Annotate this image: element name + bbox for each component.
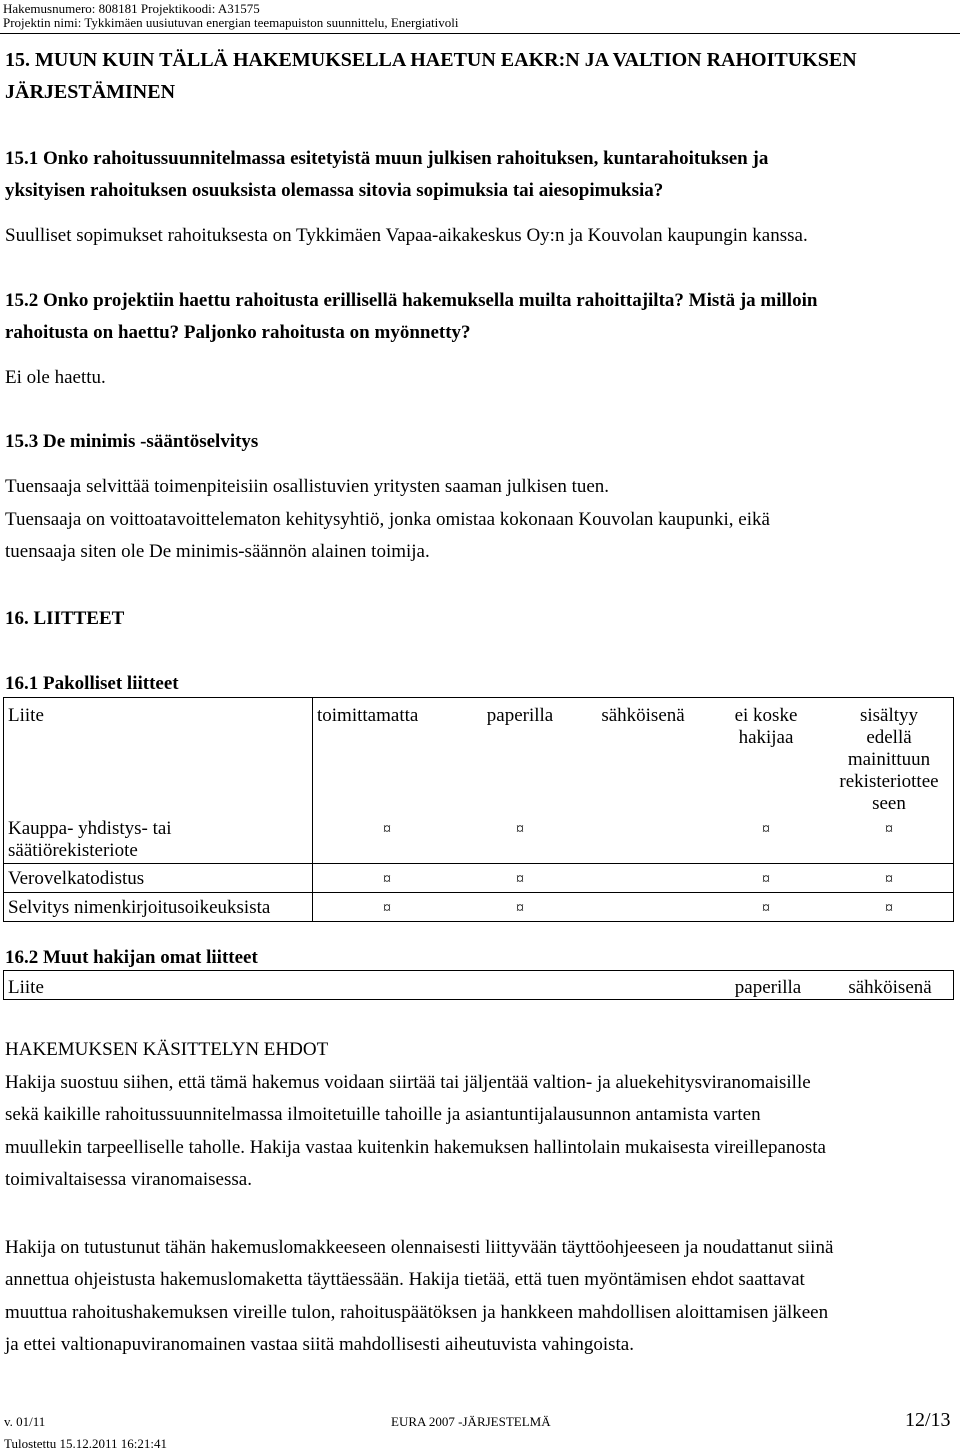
- checkbox-mark-icon: ¤: [885, 900, 893, 917]
- checkbox-mark-icon: ¤: [762, 900, 770, 917]
- col-header-included-l2: edellä: [866, 727, 912, 748]
- cell-not-applicable: [707, 816, 825, 864]
- section-15-title-line1: 15. MUUN KUIN TÄLLÄ HAKEMUKSELLA HAETUN EAKR:N JA VALTION RAHOITUKSEN: [5, 49, 857, 71]
- row-label-l1: Kauppa- yhdistys- tai: [8, 818, 172, 839]
- col-header-included: [825, 698, 954, 817]
- section-16-title: 16. LIITTEET: [5, 608, 125, 629]
- answer-15-1: Suulliset sopimukset rahoituksesta on Tykkimäen Vapaa-aikakeskus Oy:n ja Kouvolan kaupungin kanssa.: [5, 225, 808, 246]
- cell-electronic: [579, 816, 707, 864]
- checkbox-mark-icon: ¤: [516, 900, 524, 917]
- cell-not-delivered: [313, 816, 462, 864]
- col-header-included-l5: seen: [872, 793, 906, 814]
- other-attachments-table: [3, 970, 954, 1000]
- checkbox-mark-icon: ¤: [762, 821, 770, 838]
- cell-not-applicable: [707, 893, 825, 922]
- col-header-not-applicable-l1: ei koske: [734, 705, 798, 726]
- conditions-p1-line3: muullekin tarpeelliselle taholle. Hakija vastaa kuitenkin hakemuksen hallintolain mukaisesta vireillepanosta: [5, 1137, 826, 1158]
- row-label-l2: säätiörekisteriote: [8, 840, 138, 861]
- checkbox-mark-icon: ¤: [383, 900, 391, 917]
- cell-included: [825, 816, 954, 864]
- header-application-number: Hakemusnumero: 808181 Projektikoodi: A31575: [3, 1, 260, 16]
- conditions-p1-line4: toimivaltaisessa viranomaisessa.: [5, 1169, 252, 1190]
- question-15-2-line1: 15.2 Onko projektiin haettu rahoitusta erillisellä hakemuksella muilta rahoittajilta? Mistä ja milloin: [5, 290, 818, 311]
- checkbox-mark-icon: ¤: [516, 821, 524, 838]
- col-header-included-l3: mainittuun: [847, 749, 931, 770]
- conditions-p1-line1: Hakija suostuu siihen, että tämä hakemus voidaan siirtää tai jäljentää valtion- ja aluekehitysviranomaisille: [5, 1072, 811, 1093]
- cell-electronic: [579, 893, 707, 922]
- conditions-p2-line3: muuttua rahoitushakemuksen vireille tulon, rahoituspäätöksen ja hankkeen mahdollisen aloittamisen jälkeen: [5, 1302, 829, 1323]
- answer-15-3-line2: Tuensaaja on voittoatavoittelematon kehitysyhtiö, jonka omistaa kokonaan Kouvolan kaupunki, eikä: [5, 509, 770, 530]
- question-15-3: 15.3 De minimis -sääntöselvitys: [5, 431, 259, 452]
- footer-system-name: EURA 2007 -JÄRJESTELMÄ: [391, 1414, 551, 1429]
- col-header-not-applicable-l2: hakijaa: [738, 727, 794, 748]
- col-header-electronic: sähköisenä: [848, 977, 932, 998]
- conditions-p2-line2: annettua ohjeistusta hakemuslomaketta täyttäessään. Hakija tietää, että tuen myöntämisen ehdot saattavat: [5, 1269, 805, 1290]
- cell-electronic: [579, 864, 707, 893]
- checkbox-mark-icon: ¤: [383, 821, 391, 838]
- col-header-included-l1: sisältyy: [859, 705, 919, 726]
- conditions-p2-line4: ja ettei valtionapuviranomainen vastaa siitä mahdollisesti aiheutuvista vahingoista.: [5, 1334, 634, 1355]
- checkbox-mark-icon: ¤: [885, 821, 893, 838]
- row-label: [4, 816, 313, 864]
- cell-on-paper: [461, 816, 579, 864]
- col-header-attachment: Liite: [4, 698, 313, 817]
- table-row: [4, 864, 954, 893]
- col-header-not-delivered: toimittamatta: [317, 705, 419, 726]
- section-16-1-title: 16.1 Pakolliset liitteet: [5, 673, 179, 694]
- question-15-2-line2: rahoitusta on haettu? Paljonko rahoitusta on myönnetty?: [5, 322, 471, 343]
- footer-version: v. 01/11: [4, 1414, 46, 1429]
- question-15-1-line1: 15.1 Onko rahoitussuunnitelmassa esitetyistä muun julkisen rahoituksen, kuntarahoituksen ja: [5, 148, 769, 169]
- table-row: [4, 816, 954, 864]
- col-header-on-paper: paperilla: [486, 705, 554, 726]
- cell-on-paper: [461, 893, 579, 922]
- mandatory-attachments-table: [3, 697, 954, 922]
- table-header-row: [4, 971, 954, 1000]
- table-header-row: [4, 698, 954, 817]
- cell-not-applicable: [707, 864, 825, 893]
- answer-15-3-line3: tuensaaja siten ole De minimis-säännön alainen toimija.: [5, 541, 430, 562]
- section-16-2-title: 16.2 Muut hakijan omat liitteet: [5, 947, 258, 968]
- header-project-name: Projektin nimi: Tykkimäen uusiutuvan energian teemapuiston suunnittelu, Energiativoli: [3, 15, 459, 30]
- row-label: Verovelkatodistus: [4, 864, 313, 893]
- conditions-p2-line1: Hakija on tutustunut tähän hakemuslomakkeeseen olennaisesti liittyvään täyttöohjeeseen ja noudattanut siinä: [5, 1237, 834, 1258]
- checkbox-mark-icon: ¤: [516, 871, 524, 888]
- answer-15-3-line1: Tuensaaja selvittää toimenpiteisiin osallistuvien yritysten saaman julkisen tuen.: [5, 476, 610, 497]
- checkbox-mark-icon: ¤: [885, 871, 893, 888]
- header-divider: [0, 33, 960, 34]
- table-row: [4, 893, 954, 922]
- col-header-on-paper: paperilla: [734, 977, 802, 998]
- col-header-attachment: Liite: [8, 977, 44, 998]
- checkbox-mark-icon: ¤: [762, 871, 770, 888]
- answer-15-2: Ei ole haettu.: [5, 367, 106, 388]
- cell-included: [825, 893, 954, 922]
- row-label: Selvitys nimenkirjoitusoikeuksista: [4, 893, 313, 922]
- conditions-p1-line2: sekä kaikille rahoitussuunnitelmassa ilmoitetuille tahoille ja asiantuntijalausunnon antamista varten: [5, 1104, 761, 1125]
- cell-not-delivered: [313, 893, 462, 922]
- footer-page-number: 12/13: [905, 1409, 951, 1431]
- footer-print-timestamp: Tulostettu 15.12.2011 16:21:41: [4, 1436, 168, 1451]
- section-15-title-line2: JÄRJESTÄMINEN: [5, 81, 176, 103]
- checkbox-mark-icon: ¤: [383, 871, 391, 888]
- cell-included: [825, 864, 954, 893]
- cell-on-paper: [461, 864, 579, 893]
- question-15-1-line2: yksityisen rahoituksen osuuksista olemassa sitovia sopimuksia tai aiesopimuksia?: [5, 180, 664, 201]
- col-header-included-l4: rekisteriottee: [839, 771, 939, 792]
- cell-not-delivered: [313, 864, 462, 893]
- col-header-electronic: sähköisenä: [601, 705, 685, 726]
- conditions-title: HAKEMUKSEN KÄSITTELYN EHDOT: [5, 1039, 329, 1060]
- col-header-not-applicable: [707, 698, 825, 817]
